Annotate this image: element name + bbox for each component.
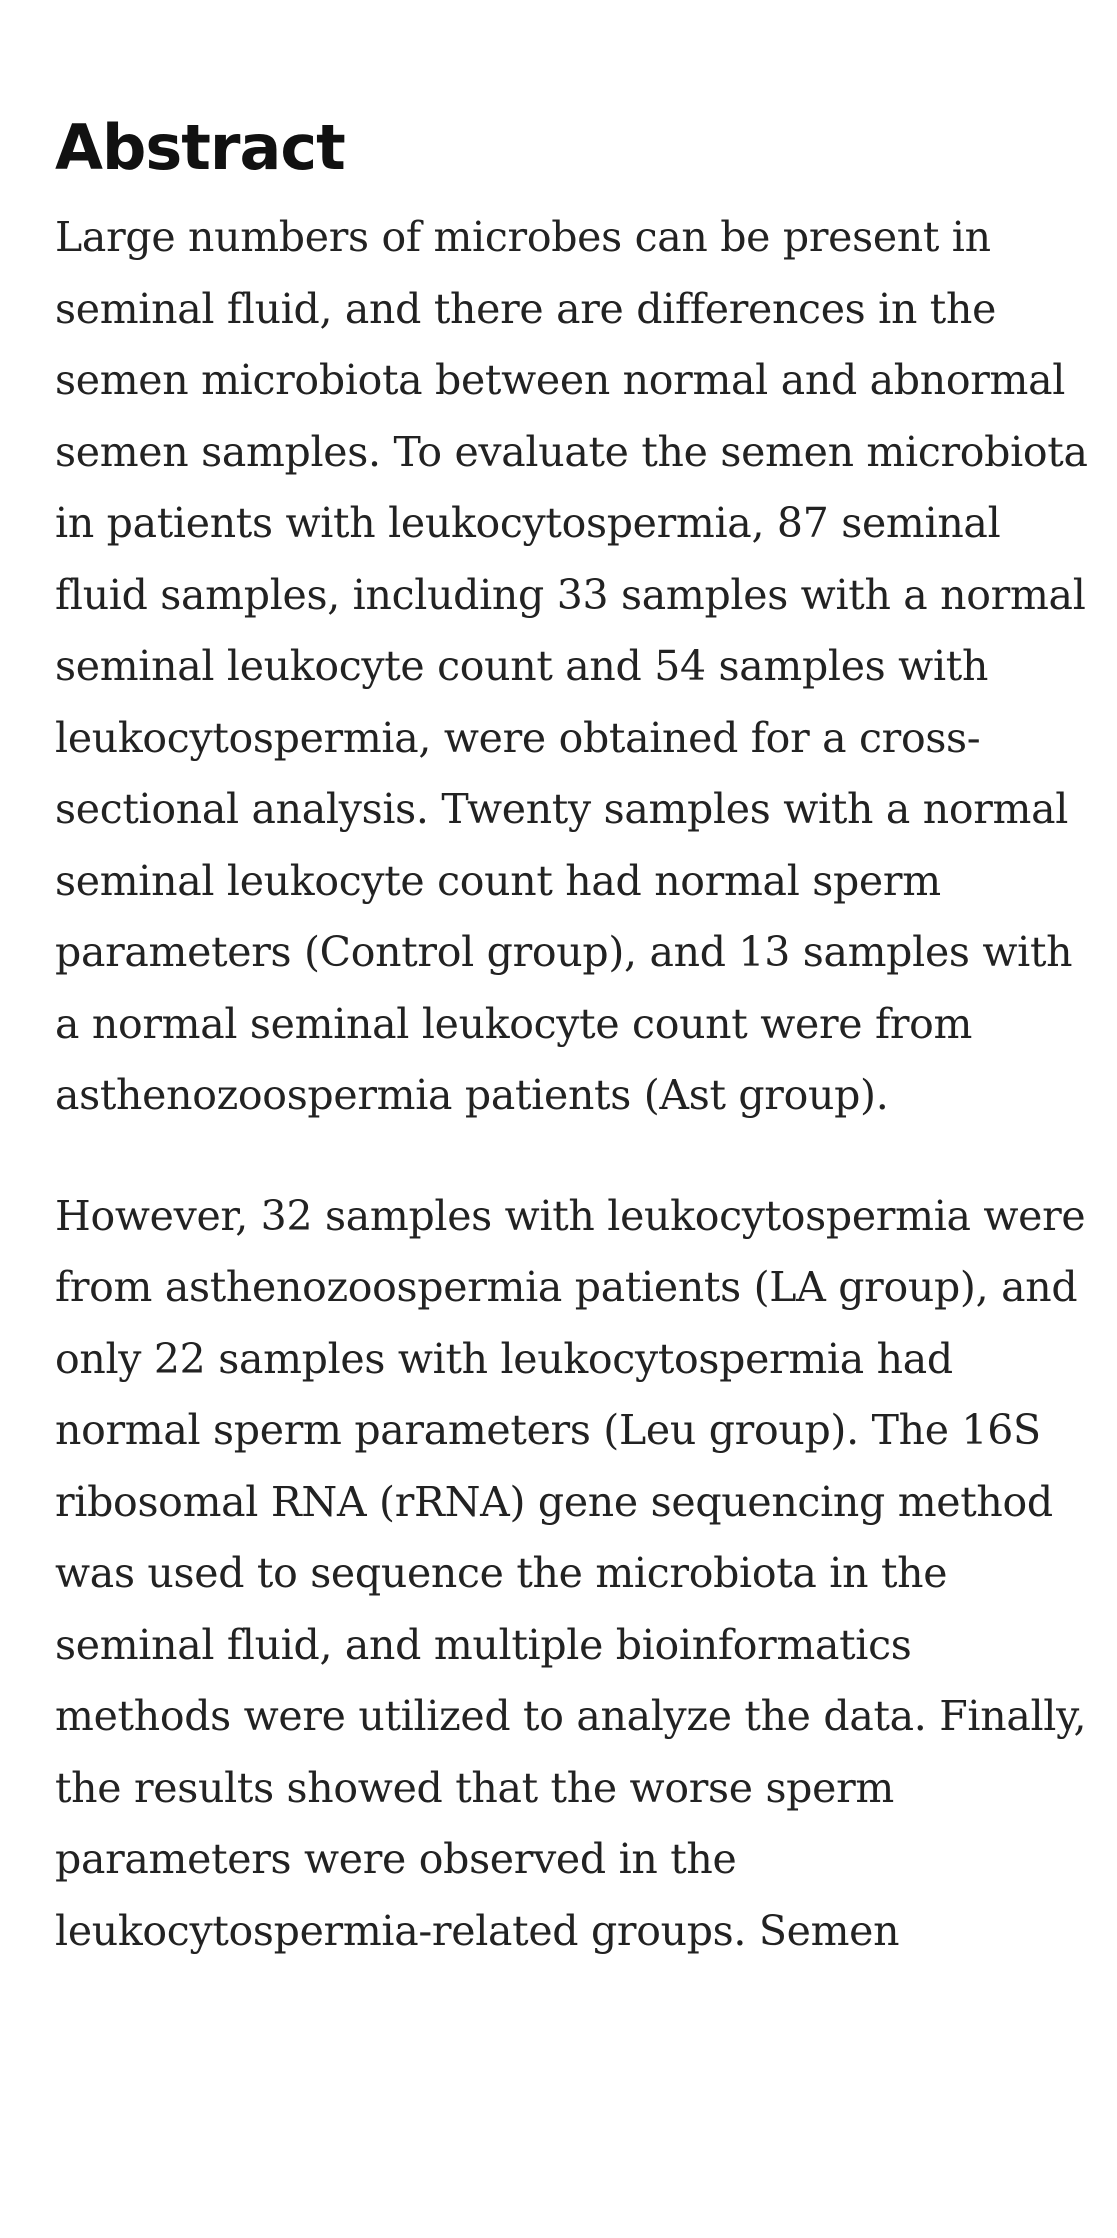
abstract-section xyxy=(55,0,1095,1967)
abstract-paragraph: However, 32 samples with leukocytospermia were from asthenozoospermia patients (LA group), and only 22 samples with leukocytospermia had normal sperm parameters (Leu group). The 16S ribosomal RNA (rRNA) gene sequencing method was used to sequence the microbiota in the seminal fluid, and multiple bioinformatics methods were utilized to analyze the data. Finally, the results showed that the worse sperm parameters were observed in the leukocytospermia-related groups. Semen xyxy=(55,1191,1087,1955)
abstract-heading: Abstract xyxy=(55,111,345,184)
abstract-paragraph: Large numbers of microbes can be present in seminal fluid, and there are differences in the semen microbiota between normal and abnormal semen samples. To evaluate the semen microbiota in patients with leukocytospermia, 87 seminal fluid samples, including 33 samples with a normal seminal leukocyte count and 54 samples with leukocytospermia, were obtained for a cross-sectional analysis. Twenty samples with a normal seminal leukocyte count had normal sperm parameters (Control group), and 13 samples with a normal seminal leukocyte count were from asthenozoospermia patients (Ast group). xyxy=(55,213,1088,1119)
